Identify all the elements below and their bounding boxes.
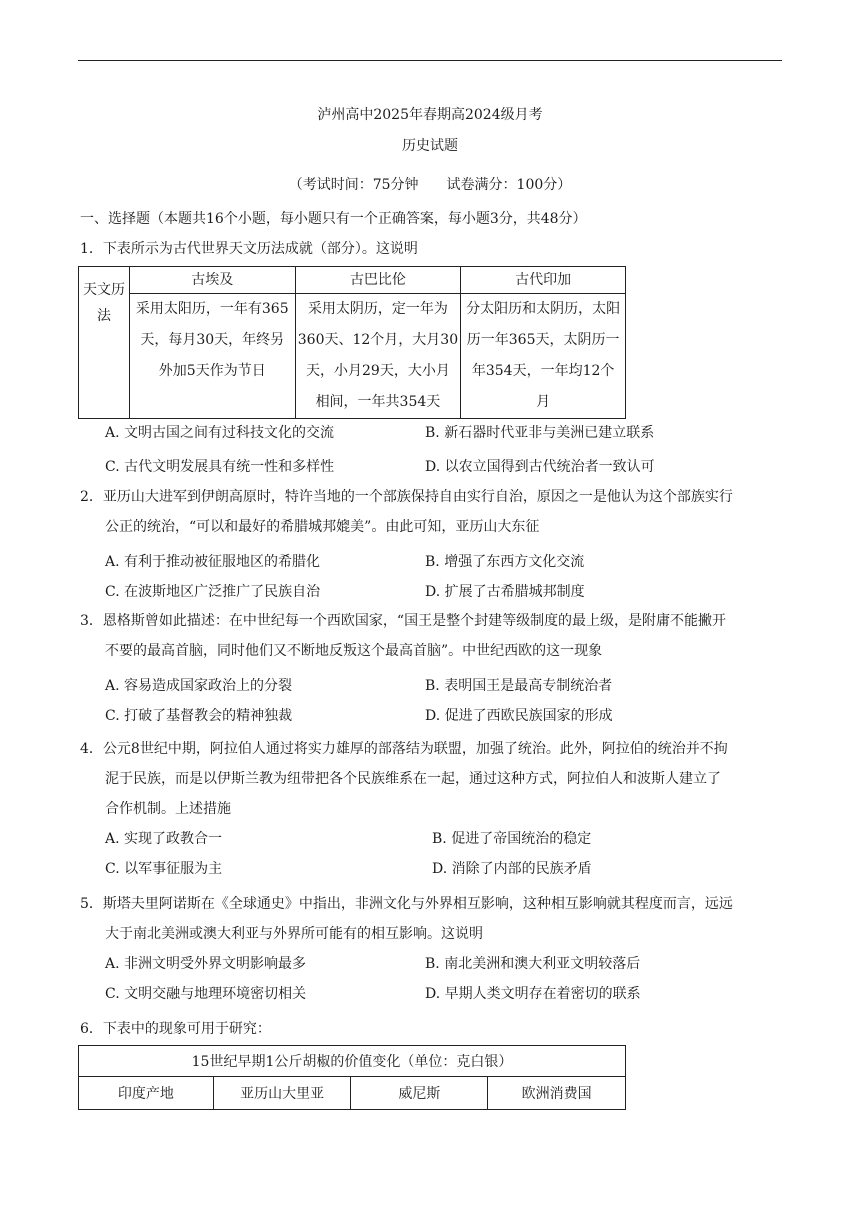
q3-option-a[interactable]: A. 容易造成国家政治上的分裂 [105, 678, 293, 694]
q6-pepper-table [78, 1045, 626, 1110]
q1-cell-egypt: 采用太阳历，一年有365 天，每月30天，年终另 外加5天作为节日 [129, 294, 295, 419]
q4-stem-line2: 泥于民族，而是以伊斯兰教为纽带把各个民族维系在一起，通过这种方式，阿拉伯人和波斯人建立了 [105, 771, 721, 787]
q3-stem-line2: 不要的最高首脑，同时他们又不断地反叛这个最高首脑”。中世纪西欧的这一现象 [105, 643, 603, 659]
q4-option-b[interactable]: B. 促进了帝国统治的稳定 [432, 831, 592, 847]
q2-option-c[interactable]: C. 在波斯地区广泛推广了民族自治 [105, 584, 321, 600]
q1-option-b[interactable]: B. 新石器时代亚非与美洲已建立联系 [425, 425, 655, 441]
q1-option-c[interactable]: C. 古代文明发展具有统一性和多样性 [105, 459, 335, 475]
exam-subtitle: 历史试题 [402, 138, 458, 154]
q4-option-d[interactable]: D. 消除了内部的民族矛盾 [432, 861, 592, 877]
q5-stem-line1: 5．斯塔夫里阿诺斯在《全球通史》中指出，非洲文化与外界相互影响，这种相互影响就其程度而言，远远 [80, 896, 733, 912]
q1-stem: 1．下表所示为古代世界天文历法成就（部分）。这说明 [80, 241, 418, 257]
exam-title: 泸州高中2025年春期高2024级月考 [317, 107, 543, 123]
q2-option-b[interactable]: B. 增强了东西方文化交流 [425, 554, 585, 570]
q3-option-c[interactable]: C. 打破了基督教会的精神独裁 [105, 708, 293, 724]
q1-col-egypt: 古埃及 [129, 267, 295, 294]
q5-option-b[interactable]: B. 南北美洲和澳大利亚文明较落后 [425, 956, 641, 972]
q6-table-title: 15世纪早期1公斤胡椒的价值变化（单位：克白银） [79, 1046, 626, 1077]
q1-calendar-table [78, 266, 626, 419]
q1-col-inca: 古代印加 [461, 267, 626, 294]
q4-option-c[interactable]: C. 以军事征服为主 [105, 861, 223, 877]
q1-cell-babylon: 采用太阴历，定一年为 360天、12个月，大月30 天，小月29天，大小月 相间，一年共354天 [295, 294, 461, 419]
section-heading: 一、选择题（本题共16个小题，每小题只有一个正确答案，每小题3分，共48分） [80, 211, 587, 227]
q4-stem-line1: 4．公元8世纪中期，阿拉伯人通过将实力雄厚的部落结为联盟，加强了统治。此外，阿拉伯的统治并不拘 [80, 741, 728, 757]
q6-col-venice: 威尼斯 [351, 1077, 488, 1110]
q3-stem-line1: 3．恩格斯曾如此描述：在中世纪每一个西欧国家，“国王是整个封建等级制度的最上级，是附庸不能撇开 [80, 613, 727, 629]
q5-option-d[interactable]: D. 早期人类文明存在着密切的联系 [425, 986, 641, 1002]
top-rule [78, 60, 782, 61]
q2-option-d[interactable]: D. 扩展了古希腊城邦制度 [425, 584, 585, 600]
q6-stem: 6．下表中的现象可用于研究： [80, 1021, 271, 1037]
q4-stem-line3: 合作机制。上述措施 [105, 801, 231, 817]
exam-info: （考试时间：75分钟 试卷满分：100分） [288, 177, 572, 193]
q3-option-d[interactable]: D. 促进了西欧民族国家的形成 [425, 708, 613, 724]
q6-col-europe: 欧洲消费国 [488, 1077, 626, 1110]
q2-stem-line1: 2．亚历山大进军到伊朗高原时，特许当地的一个部族保持自由实行自治，原因之一是他认为这个部族实行 [80, 489, 733, 505]
q6-col-alexandria: 亚历山大里亚 [213, 1077, 351, 1110]
q5-option-a[interactable]: A. 非洲文明受外界文明影响最多 [105, 956, 307, 972]
q2-stem-line2: 公正的统治，“可以和最好的希腊城邦媲美”。由此可知，亚历山大东征 [105, 519, 540, 535]
q1-option-d[interactable]: D. 以农立国得到古代统治者一致认可 [425, 459, 655, 475]
q2-option-a[interactable]: A. 有利于推动被征服地区的希腊化 [105, 554, 321, 570]
q1-row-header: 天文历 法 [79, 267, 130, 419]
q6-col-india: 印度产地 [79, 1077, 214, 1110]
q4-option-a[interactable]: A. 实现了政教合一 [105, 831, 223, 847]
q3-option-b[interactable]: B. 表明国王是最高专制统治者 [425, 678, 613, 694]
q1-col-babylon: 古巴比伦 [295, 267, 461, 294]
q1-option-a[interactable]: A. 文明古国之间有过科技文化的交流 [105, 425, 335, 441]
q5-stem-line2: 大于南北美洲或澳大利亚与外界所可能有的相互影响。这说明 [105, 926, 483, 942]
q5-option-c[interactable]: C. 文明交融与地理环境密切相关 [105, 986, 307, 1002]
q1-cell-inca: 分太阳历和太阴历，太阳 历一年365天，太阴历一 年354天，一年均12个 月 [461, 294, 626, 419]
